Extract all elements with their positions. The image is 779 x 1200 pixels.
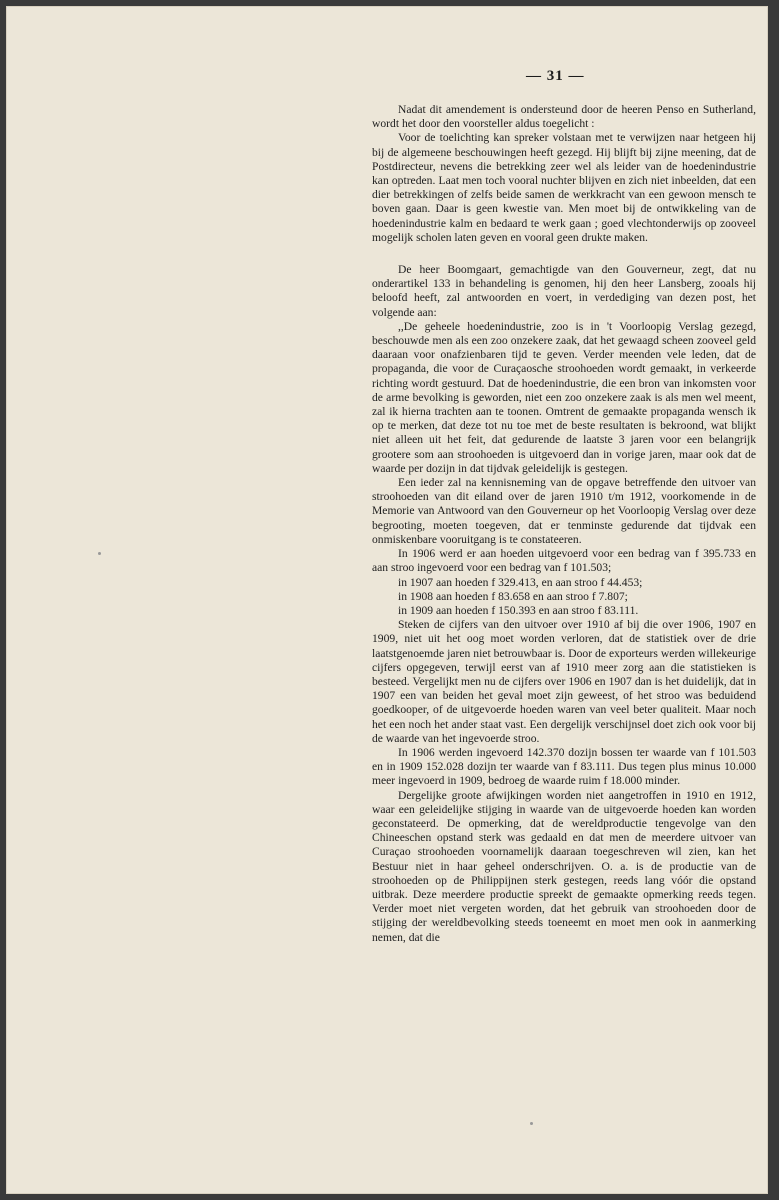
paragraph: Steken de cijfers van den uitvoer over 1910 af bij die over 1906, 1907 en 1909, niet uit het oog moet worden verloren, dat de statistiek over de drie laatstgenoemde jaren niet betrouwbaar is. Door de exporteurs werden willekeurige cijfers opgegeven, terwijl eerst van af 1910 meer zorg aan die statistieken is besteed. Vergelijkt men nu de cijfers over 1906 en 1907 dan is het duidelijk, dat in 1907 een van beiden het geval moet zijn geweest, of het stroo was beduidend goedkooper, of de uitgevoerde hoeden waren van veel beter qualiteit. Maar noch het een noch het ander staat vast. Een dergelijk verschijnsel doet zich ook voor bij de waarde van het ingevoerde stroo. — [372, 618, 756, 745]
paragraph: ,,De geheele hoedenindustrie, zoo is in 't Voorloopig Verslag gezegd, beschouwde men als een zoo onzekere zaak, dat het gewaagd scheen zooveel geld daaraan voor onafzienbaren tijd te geven. Verder meenden vele leden, dat de propaganda, die voor de Curaçaosche stroohoeden wordt gemaakt, in verkeerde richting wordt gestuurd. Dat de hoedenindustrie, die een bron van inkomsten voor de arme bevolking is geworden, niet een zoo onzekere zaak is als men wel meent, zal ik hierna trachten aan te toonen. Omtrent de gemaakte propaganda wensch ik op te merken, dat deze tot nu toe met de beste resultaten is bekroond, wat blijkt niet alleen uit het feit, dat gedurende de laatste 3 jaren voor een belangrijk grootere som aan stroohoeden is uitgevoerd dan in vorige jaren, maar ook dat de waarde per dozijn in dat tijdvak geleidelijk is gestegen. — [372, 319, 756, 475]
document-page — [6, 6, 768, 1194]
page-number: — 31 — — [526, 68, 585, 84]
paragraph: In 1906 werd er aan hoeden uitgevoerd voor een bedrag van f 395.733 en aan stroo ingevoerd voor een bedrag van f 101.503; — [372, 547, 756, 575]
paragraph: in 1909 aan hoeden f 150.393 en aan stroo f 83.111. — [398, 603, 639, 617]
paragraph: Een ieder zal na kennisneming van de opgave betreffende den uitvoer van stroohoeden van dit eiland over de jaren 1910 t/m 1912, voorkomende in de Memorie van Antwoord van den Gouverneur op het Voorloopig Verslag over deze begrooting, moeten toegeven, dat er tenminste gedurende dat tijdvak een onmiskenbare vooruitgang is te constateeren. — [372, 476, 756, 546]
paragraph: in 1908 aan hoeden f 83.658 en aan stroo f 7.807; — [398, 589, 628, 603]
paragraph: Voor de toelichting kan spreker volstaan met te verwijzen naar hetgeen hij bij de algemeene beschouwingen heeft gezegd. Hij blijft bij zijne meening, dat de Postdirecteur, nevens die betrekking zeer wel als leider van de hoedenindustrie kan optreden. Laat men toch vooral nuchter blijven en zich niet inbeelden, dat een dier betrekkingen of zelfs beide samen de werkkracht van een gewoon mensch te boven gaan. Daar is geen kwestie van. Men moet bij de ontwikkeling van de hoedenindustrie kalm en bedaard te werk gaan ; goed vlechtonderwijs op zooveel mogelijk scholen laten geven en vooral geen drukte maken. — [372, 131, 756, 244]
body-text — [372, 103, 756, 945]
paragraph: Nadat dit amendement is ondersteund door de heeren Penso en Sutherland, wordt het door den voorsteller aldus toegelicht : — [372, 103, 756, 131]
paragraph: Dergelijke groote afwijkingen worden niet aangetroffen in 1910 en 1912, waar een geleidelijke stijging in waarde van de uitgevoerde hoeden kan worden geconstateerd. De opmerking, dat de wereldproductie tengevolge van den Chineeschen opstand sterk was gedaald en dat men de meerdere uitvoer van Curaçao stroohoeden voornamelijk daaraan toegeschreven wil zien, kan het Bestuur niet in haar geheel onderschrijven. O. a. is de productie van de stroohoeden op de Philippijnen sterk gestegen, reeds lang vóór die opstand uitbrak. Deze meerdere productie spreekt de gemaakte opmerking reeds tegen. Verder moet niet vergeten worden, dat het gebruik van stroohoeden door de stijging der wereldbevolking steeds toeneemt en moet men ook in aanmerking nemen, dat die — [372, 788, 756, 944]
speck-mark — [530, 1122, 533, 1125]
paragraph: In 1906 werden ingevoerd 142.370 dozijn bossen ter waarde van f 101.503 en in 1909 152.028 dozijn ter waarde van f 83.111. Dus tegen plus minus 10.000 meer ingevoerd in 1909, bedroeg de waarde ruim f 18.000 minder. — [372, 745, 756, 788]
speck-mark — [98, 552, 101, 555]
paragraph: in 1907 aan hoeden f 329.413, en aan stroo f 44.453; — [398, 575, 643, 589]
paragraph: De heer Boomgaart, gemachtigde van den Gouverneur, zegt, dat nu onderartikel 133 in behandeling is genomen, hij den heer Lansberg, zooals hij beloofd heeft, zal antwoorden en voert, in verdediging van dezen post, het volgende aan: — [372, 263, 756, 319]
